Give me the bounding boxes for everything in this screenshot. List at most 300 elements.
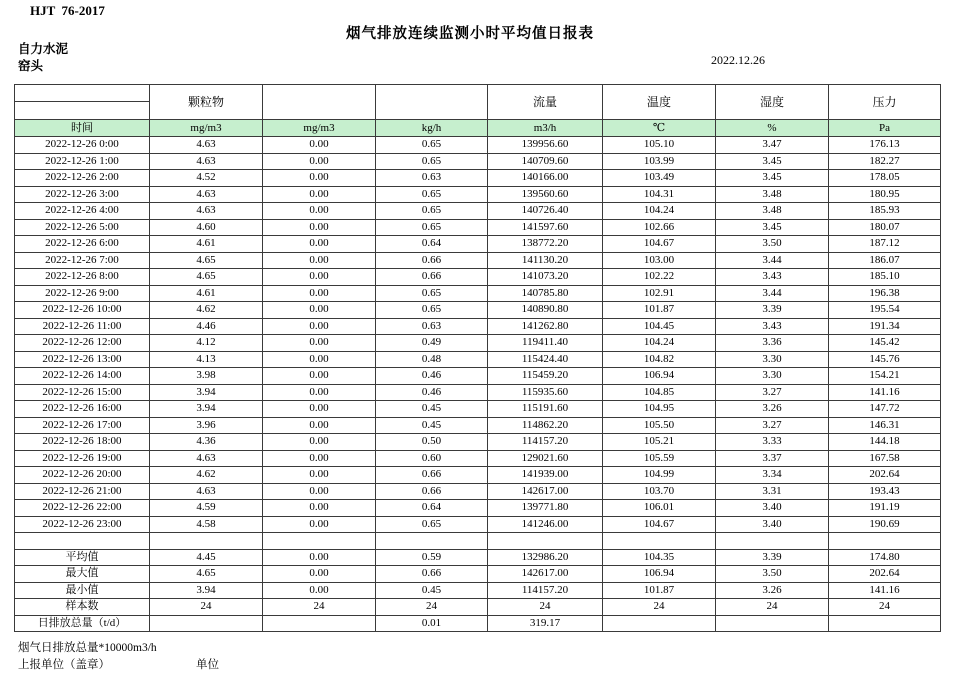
- cell-value: 102.91: [603, 285, 716, 302]
- cell-value: 0.00: [263, 137, 376, 154]
- cell-value: 3.26: [716, 582, 829, 599]
- cell-value: 0.45: [376, 401, 488, 418]
- cell-value: 3.43: [716, 269, 829, 286]
- cell-value: 140726.40: [488, 203, 603, 220]
- cell-time: 2022-12-26 2:00: [15, 170, 150, 187]
- cell-value: 4.13: [150, 351, 263, 368]
- cell-time: 2022-12-26 5:00: [15, 219, 150, 236]
- cell-value: 141939.00: [488, 467, 603, 484]
- cell-value: 24: [829, 599, 941, 616]
- footnote-total-emission: 烟气日排放总量*10000m3/h: [18, 642, 157, 654]
- cell-value: 4.65: [150, 269, 263, 286]
- cell-value: 3.48: [716, 203, 829, 220]
- cell-value: 101.87: [603, 302, 716, 319]
- header-blank-col4: [376, 85, 488, 120]
- cell-value: 0.45: [376, 582, 488, 599]
- cell-value: [150, 615, 263, 632]
- unit-mgm3-1: mg/m3: [150, 120, 263, 137]
- cell-value: 3.44: [716, 252, 829, 269]
- cell-value: 104.85: [603, 384, 716, 401]
- cell-value: 140709.60: [488, 153, 603, 170]
- cell-value: 114157.20: [488, 582, 603, 599]
- cell-value: 191.19: [829, 500, 941, 517]
- cell-value: 3.39: [716, 549, 829, 566]
- cell-summary-label: 平均值: [15, 549, 150, 566]
- cell-value: 3.94: [150, 582, 263, 599]
- cell-value: 145.76: [829, 351, 941, 368]
- cell-value: 0.01: [376, 615, 488, 632]
- cell-value: 185.93: [829, 203, 941, 220]
- cell-value: 141.16: [829, 384, 941, 401]
- cell-value: 0.00: [263, 566, 376, 583]
- cell-value: 0.00: [263, 500, 376, 517]
- cell-value: 144.18: [829, 434, 941, 451]
- cell-value: 3.94: [150, 384, 263, 401]
- cell-value: 0.45: [376, 417, 488, 434]
- cell-value: 105.21: [603, 434, 716, 451]
- cell-value: 0.63: [376, 318, 488, 335]
- cell-value: 4.62: [150, 467, 263, 484]
- cell-value: 3.45: [716, 219, 829, 236]
- cell-value: 3.45: [716, 153, 829, 170]
- cell-value: 105.10: [603, 137, 716, 154]
- summary-body: [15, 549, 941, 632]
- cell-value: 0.00: [263, 236, 376, 253]
- cell-value: 4.12: [150, 335, 263, 352]
- cell-value: 139771.80: [488, 500, 603, 517]
- cell-value: 145.42: [829, 335, 941, 352]
- table-row: [15, 170, 941, 187]
- cell-value: 0.00: [263, 516, 376, 533]
- spacer-cell: [150, 533, 263, 550]
- cell-value: 3.50: [716, 566, 829, 583]
- cell-value: 3.40: [716, 500, 829, 517]
- cell-value: 147.72: [829, 401, 941, 418]
- table-row: [15, 269, 941, 286]
- cell-value: [829, 615, 941, 632]
- cell-value: 154.21: [829, 368, 941, 385]
- cell-value: 0.00: [263, 285, 376, 302]
- cell-value: 0.00: [263, 401, 376, 418]
- cell-value: 186.07: [829, 252, 941, 269]
- cell-value: 3.27: [716, 417, 829, 434]
- cell-value: 174.80: [829, 549, 941, 566]
- cell-value: 4.63: [150, 450, 263, 467]
- cell-value: 191.34: [829, 318, 941, 335]
- cell-value: 0.00: [263, 582, 376, 599]
- cell-time: 2022-12-26 15:00: [15, 384, 150, 401]
- cell-value: 0.66: [376, 566, 488, 583]
- cell-value: 104.95: [603, 401, 716, 418]
- cell-time: 2022-12-26 0:00: [15, 137, 150, 154]
- cell-value: 24: [488, 599, 603, 616]
- cell-value: 0.64: [376, 500, 488, 517]
- cell-value: 3.43: [716, 318, 829, 335]
- cell-value: 138772.20: [488, 236, 603, 253]
- cell-value: 185.10: [829, 269, 941, 286]
- cell-value: 3.94: [150, 401, 263, 418]
- unit-percent: %: [716, 120, 829, 137]
- cell-value: 141597.60: [488, 219, 603, 236]
- cell-value: 190.69: [829, 516, 941, 533]
- cell-value: 0.00: [263, 219, 376, 236]
- table-row: [15, 384, 941, 401]
- table-row: [15, 252, 941, 269]
- cell-value: 3.98: [150, 368, 263, 385]
- unit-celsius: ℃: [603, 120, 716, 137]
- cell-value: 319.17: [488, 615, 603, 632]
- cell-value: 104.31: [603, 186, 716, 203]
- cell-value: 3.37: [716, 450, 829, 467]
- cell-value: 3.27: [716, 384, 829, 401]
- cell-value: 106.94: [603, 566, 716, 583]
- cell-value: 202.64: [829, 566, 941, 583]
- cell-value: 24: [716, 599, 829, 616]
- hourly-data-body: [15, 137, 941, 533]
- table-row: [15, 219, 941, 236]
- cell-value: 0.00: [263, 269, 376, 286]
- header-temperature: 温度: [603, 85, 716, 120]
- cell-value: 187.12: [829, 236, 941, 253]
- cell-value: 0.65: [376, 516, 488, 533]
- cell-time: 2022-12-26 11:00: [15, 318, 150, 335]
- cell-value: 104.24: [603, 335, 716, 352]
- table-row: [15, 302, 941, 319]
- cell-value: 103.49: [603, 170, 716, 187]
- table-row: [15, 351, 941, 368]
- spacer-body: [15, 533, 941, 550]
- cell-value: 104.45: [603, 318, 716, 335]
- cell-value: 176.13: [829, 137, 941, 154]
- cell-value: 0.00: [263, 351, 376, 368]
- cell-value: 0.00: [263, 467, 376, 484]
- table-row: [15, 582, 941, 599]
- cell-time: 2022-12-26 3:00: [15, 186, 150, 203]
- cell-time: 2022-12-26 12:00: [15, 335, 150, 352]
- cell-value: 132986.20: [488, 549, 603, 566]
- cell-value: 195.54: [829, 302, 941, 319]
- cell-time: 2022-12-26 17:00: [15, 417, 150, 434]
- cell-value: 24: [603, 599, 716, 616]
- cell-value: 140785.80: [488, 285, 603, 302]
- cell-value: 193.43: [829, 483, 941, 500]
- cell-value: 105.50: [603, 417, 716, 434]
- cell-value: 0.00: [263, 549, 376, 566]
- company-name: 自力水泥: [18, 42, 69, 56]
- footnote-reporting-unit: 上报单位（盖章）: [18, 659, 110, 671]
- table-row: [15, 203, 941, 220]
- table-row: [15, 285, 941, 302]
- cell-value: 114157.20: [488, 434, 603, 451]
- table-row: [15, 186, 941, 203]
- cell-value: 4.46: [150, 318, 263, 335]
- table-row: [15, 368, 941, 385]
- cell-value: 0.00: [263, 170, 376, 187]
- cell-value: 103.70: [603, 483, 716, 500]
- cell-value: 139560.60: [488, 186, 603, 203]
- cell-value: 141073.20: [488, 269, 603, 286]
- cell-value: [263, 615, 376, 632]
- cell-value: 0.00: [263, 434, 376, 451]
- cell-value: 3.96: [150, 417, 263, 434]
- header-particulate: 颗粒物: [150, 85, 263, 120]
- cell-value: 114862.20: [488, 417, 603, 434]
- spacer-cell: [263, 533, 376, 550]
- cell-value: 0.66: [376, 269, 488, 286]
- table-row: [15, 417, 941, 434]
- header-humidity: 湿度: [716, 85, 829, 120]
- cell-value: 4.61: [150, 285, 263, 302]
- cell-value: 3.44: [716, 285, 829, 302]
- cell-value: 105.59: [603, 450, 716, 467]
- cell-value: 0.65: [376, 186, 488, 203]
- table-row: [15, 434, 941, 451]
- cell-value: 4.61: [150, 236, 263, 253]
- unit-m3h: m3/h: [488, 120, 603, 137]
- table-row: [15, 566, 941, 583]
- cell-value: 102.22: [603, 269, 716, 286]
- cell-value: 0.49: [376, 335, 488, 352]
- cell-value: 4.59: [150, 500, 263, 517]
- cell-value: 4.60: [150, 219, 263, 236]
- unit-kgh: kg/h: [376, 120, 488, 137]
- cell-value: 4.63: [150, 186, 263, 203]
- cell-value: 106.94: [603, 368, 716, 385]
- table-row: [15, 137, 941, 154]
- cell-value: 103.00: [603, 252, 716, 269]
- cell-value: 182.27: [829, 153, 941, 170]
- cell-value: 101.87: [603, 582, 716, 599]
- cell-value: 141130.20: [488, 252, 603, 269]
- cell-value: 0.65: [376, 285, 488, 302]
- cell-value: 0.65: [376, 203, 488, 220]
- cell-value: 0.00: [263, 302, 376, 319]
- cell-value: 0.66: [376, 467, 488, 484]
- cell-value: 4.63: [150, 153, 263, 170]
- cell-value: 3.30: [716, 368, 829, 385]
- cell-summary-label: 日排放总量（t/d）: [15, 615, 150, 632]
- cell-value: 129021.60: [488, 450, 603, 467]
- header-pressure: 压力: [829, 85, 941, 120]
- cell-value: 3.36: [716, 335, 829, 352]
- cell-value: 0.00: [263, 335, 376, 352]
- unit-pa: Pa: [829, 120, 941, 137]
- cell-value: 4.52: [150, 170, 263, 187]
- cell-value: [603, 615, 716, 632]
- cell-time: 2022-12-26 6:00: [15, 236, 150, 253]
- cell-value: 0.00: [263, 203, 376, 220]
- cell-value: 4.36: [150, 434, 263, 451]
- cell-value: 0.00: [263, 417, 376, 434]
- cell-value: 4.45: [150, 549, 263, 566]
- cell-value: 0.00: [263, 153, 376, 170]
- cell-value: 146.31: [829, 417, 941, 434]
- cell-value: 141246.00: [488, 516, 603, 533]
- cell-value: 0.00: [263, 384, 376, 401]
- footnote-unit-label: 单位: [196, 659, 219, 671]
- cell-value: 140166.00: [488, 170, 603, 187]
- cell-value: 3.47: [716, 137, 829, 154]
- table-row: [15, 467, 941, 484]
- cell-value: 3.33: [716, 434, 829, 451]
- table-row: [15, 516, 941, 533]
- cell-value: 3.45: [716, 170, 829, 187]
- cell-time: 2022-12-26 10:00: [15, 302, 150, 319]
- cell-value: 0.65: [376, 137, 488, 154]
- cell-value: 104.82: [603, 351, 716, 368]
- table-row: [15, 450, 941, 467]
- cell-value: 0.46: [376, 368, 488, 385]
- cell-time: 2022-12-26 18:00: [15, 434, 150, 451]
- table-row: [15, 500, 941, 517]
- cell-time: 2022-12-26 4:00: [15, 203, 150, 220]
- cell-value: [716, 615, 829, 632]
- cell-value: 4.65: [150, 252, 263, 269]
- spacer-row: [15, 533, 941, 550]
- cell-time: 2022-12-26 1:00: [15, 153, 150, 170]
- cell-time: 2022-12-26 16:00: [15, 401, 150, 418]
- cell-value: 0.00: [263, 483, 376, 500]
- cell-value: 24: [376, 599, 488, 616]
- cell-time: 2022-12-26 22:00: [15, 500, 150, 517]
- cell-value: 0.46: [376, 384, 488, 401]
- cell-value: 180.07: [829, 219, 941, 236]
- table-row: [15, 549, 941, 566]
- cell-value: 3.40: [716, 516, 829, 533]
- cell-time: 2022-12-26 7:00: [15, 252, 150, 269]
- cell-value: 4.58: [150, 516, 263, 533]
- cell-value: 139956.60: [488, 137, 603, 154]
- cell-value: 0.00: [263, 186, 376, 203]
- unit-header-row: [15, 120, 941, 137]
- cell-value: 4.63: [150, 483, 263, 500]
- cell-value: 115459.20: [488, 368, 603, 385]
- cell-value: 178.05: [829, 170, 941, 187]
- spacer-cell: [716, 533, 829, 550]
- cell-summary-label: 最大值: [15, 566, 150, 583]
- param-header-row: [15, 85, 941, 102]
- cell-value: 180.95: [829, 186, 941, 203]
- spacer-cell: [829, 533, 941, 550]
- spacer-cell: [488, 533, 603, 550]
- cell-value: 24: [150, 599, 263, 616]
- cell-value: 0.64: [376, 236, 488, 253]
- cell-value: 4.62: [150, 302, 263, 319]
- cell-value: 140890.80: [488, 302, 603, 319]
- cell-value: 196.38: [829, 285, 941, 302]
- cell-time: 2022-12-26 14:00: [15, 368, 150, 385]
- cell-time: 2022-12-26 21:00: [15, 483, 150, 500]
- cell-time: 2022-12-26 23:00: [15, 516, 150, 533]
- table-row: [15, 615, 941, 632]
- unit-time: 时间: [15, 120, 150, 137]
- table-row: [15, 318, 941, 335]
- cell-value: 104.35: [603, 549, 716, 566]
- cell-value: 104.99: [603, 467, 716, 484]
- cell-value: 0.00: [263, 318, 376, 335]
- cell-summary-label: 样本数: [15, 599, 150, 616]
- cell-value: 0.00: [263, 252, 376, 269]
- cell-value: 115424.40: [488, 351, 603, 368]
- cell-value: 119411.40: [488, 335, 603, 352]
- cell-value: 4.63: [150, 203, 263, 220]
- cell-value: 0.00: [263, 368, 376, 385]
- cell-value: 0.65: [376, 153, 488, 170]
- report-date: 2022.12.26: [711, 53, 765, 67]
- cell-value: 3.30: [716, 351, 829, 368]
- unit-mgm3-2: mg/m3: [263, 120, 376, 137]
- monitor-point-name: 窑头: [18, 59, 44, 73]
- cell-value: 0.48: [376, 351, 488, 368]
- cell-value: 3.48: [716, 186, 829, 203]
- cell-value: 0.00: [263, 450, 376, 467]
- cell-value: 202.64: [829, 467, 941, 484]
- cell-value: 104.67: [603, 236, 716, 253]
- cell-time: 2022-12-26 19:00: [15, 450, 150, 467]
- cell-value: 0.63: [376, 170, 488, 187]
- cell-value: 104.24: [603, 203, 716, 220]
- cell-value: 142617.00: [488, 566, 603, 583]
- cell-value: 3.26: [716, 401, 829, 418]
- cell-value: 3.34: [716, 467, 829, 484]
- table-row: [15, 483, 941, 500]
- cell-value: 104.67: [603, 516, 716, 533]
- table-row: [15, 335, 941, 352]
- cell-value: 167.58: [829, 450, 941, 467]
- cell-time: 2022-12-26 9:00: [15, 285, 150, 302]
- standard-code: HJT 76-2017: [30, 3, 105, 18]
- header-blank-col3: [263, 85, 376, 120]
- cell-value: 103.99: [603, 153, 716, 170]
- cell-time: 2022-12-26 8:00: [15, 269, 150, 286]
- cell-time: 2022-12-26 13:00: [15, 351, 150, 368]
- cell-value: 141262.80: [488, 318, 603, 335]
- cell-summary-label: 最小值: [15, 582, 150, 599]
- cell-value: 4.63: [150, 137, 263, 154]
- cell-value: 0.50: [376, 434, 488, 451]
- cell-value: 0.65: [376, 302, 488, 319]
- header-blank-bottom: [15, 102, 150, 120]
- cell-value: 3.31: [716, 483, 829, 500]
- cell-value: 4.65: [150, 566, 263, 583]
- cell-time: 2022-12-26 20:00: [15, 467, 150, 484]
- cell-value: 0.65: [376, 219, 488, 236]
- cell-value: 3.50: [716, 236, 829, 253]
- cell-value: 141.16: [829, 582, 941, 599]
- monitoring-table: [14, 84, 941, 632]
- cell-value: 106.01: [603, 500, 716, 517]
- cell-value: 0.66: [376, 483, 488, 500]
- cell-value: 0.66: [376, 252, 488, 269]
- cell-value: 3.39: [716, 302, 829, 319]
- cell-value: 142617.00: [488, 483, 603, 500]
- cell-value: 115191.60: [488, 401, 603, 418]
- table-row: [15, 236, 941, 253]
- table-row: [15, 153, 941, 170]
- spacer-cell: [603, 533, 716, 550]
- table-row: [15, 599, 941, 616]
- cell-value: 0.60: [376, 450, 488, 467]
- table-row: [15, 401, 941, 418]
- page-title: 烟气排放连续监测小时平均值日报表: [346, 26, 594, 42]
- header-blank-top: [15, 85, 150, 102]
- spacer-cell: [15, 533, 150, 550]
- cell-value: 115935.60: [488, 384, 603, 401]
- cell-value: 102.66: [603, 219, 716, 236]
- cell-value: 0.59: [376, 549, 488, 566]
- spacer-cell: [376, 533, 488, 550]
- cell-value: 24: [263, 599, 376, 616]
